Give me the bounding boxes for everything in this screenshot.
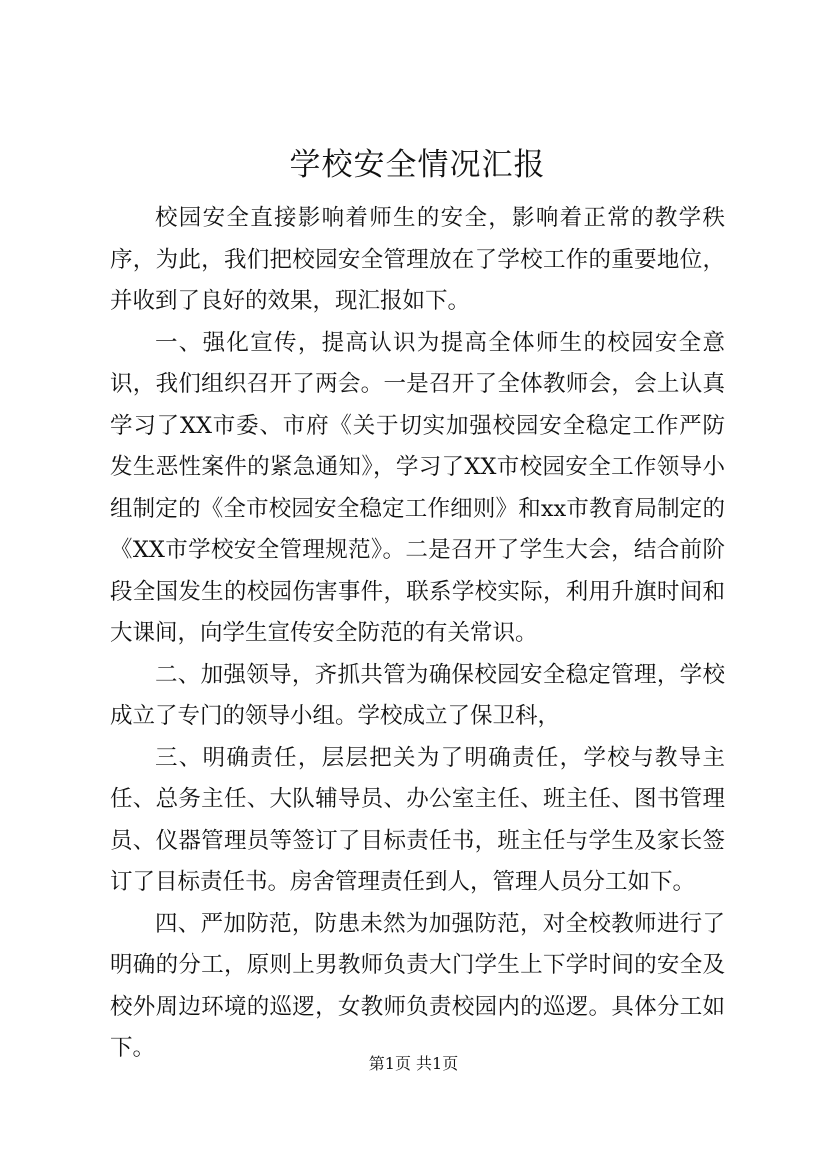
paragraph-section-3: 三、明确责任，层层把关为了明确责任，学校与教导主任、总务主任、大队辅导员、办公室主任、班主任、图书管理员、仪器管理员等签订了目标责任书，班主任与学生及家长签订了目标责任书。房舍管理责任到人，管理人员分工如下。 xyxy=(110,744,725,895)
paragraph-section-4: 四、严加防范，防患未然为加强防范，对全校教师进行了明确的分工，原则上男教师负责大门学生上下学时间的安全及校外周边环境的巡逻，女教师负责校园内的巡逻。具体分工如下。 xyxy=(110,910,725,1061)
document-body xyxy=(110,198,725,1070)
document-title: 学校安全情况汇报 xyxy=(289,147,546,183)
paragraph-intro: 校园安全直接影响着师生的安全，影响着正常的教学秩序，为此，我们把校园安全管理放在了学校工作的重要地位，并收到了良好的效果，现汇报如下。 xyxy=(110,205,725,314)
paragraph-section-1: 一、强化宣传，提高认识为提高全体师生的校园安全意识，我们组织召开了两会。一是召开了全体教师会，会上认真学习了XX市委、市府《关于切实加强校园安全稳定工作严防发生恶性案件的紧急通知》，学习了XX市校园安全工作领导小组制定的《全市校园安全稳定工作细则》和xx市教育局制定的《XX市学校安全管理规范》。二是召开了学生大会，结合前阶段全国发生的校园伤害事件，联系学校实际，利用升旗时间和大课间，向学生宣传安全防范的有关常识。 xyxy=(110,329,725,646)
page-number-footer: 第1页 共1页 xyxy=(368,1054,459,1073)
paragraph-section-2: 二、加强领导，齐抓共管为确保校园安全稳定管理，学校成立了专门的领导小组。学校成立了保卫科， xyxy=(110,661,725,729)
